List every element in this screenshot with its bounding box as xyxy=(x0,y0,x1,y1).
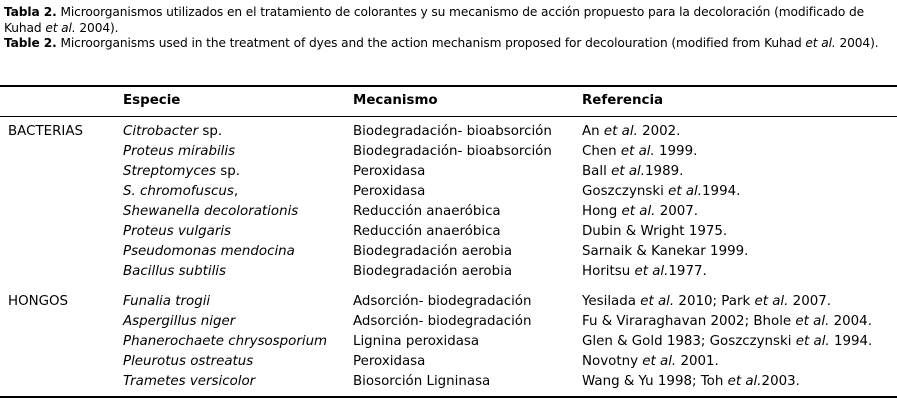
reference-cell xyxy=(582,242,748,262)
caption-spanish xyxy=(4,5,892,36)
mechanism-cell: Biodegradación aerobia xyxy=(353,244,513,259)
reference-etal: et al. xyxy=(795,314,830,329)
species-cell xyxy=(123,202,298,222)
reference-text: 1999. xyxy=(654,144,698,159)
table-row xyxy=(0,372,897,392)
reference-text: An xyxy=(582,124,604,139)
caption-en-text: Microorganisms used in the treatment of dyes and the action mechanism proposed for decolouration (modified from Kuhad xyxy=(60,36,802,50)
mechanism-cell: Reducción anaeróbica xyxy=(353,204,501,219)
reference-text: Glen & Gold 1983; Goszczynski xyxy=(582,334,796,349)
group-label-hongos: HONGOS xyxy=(8,294,69,309)
table-row xyxy=(0,162,897,182)
table-row xyxy=(0,202,897,222)
species-name: Citrobacter xyxy=(123,124,199,139)
table-bottom-rule xyxy=(0,396,897,398)
reference-text: Wang & Yu 1998; Toh xyxy=(582,374,728,389)
table-row xyxy=(0,292,897,312)
reference-cell xyxy=(582,142,697,162)
species-name: Proteus mirabilis xyxy=(123,144,236,159)
group-rows-hongos xyxy=(0,292,897,392)
caption-en-label: Table 2. xyxy=(4,36,57,50)
reference-text: 1994. xyxy=(829,334,873,349)
reference-etal: et al. xyxy=(621,204,656,219)
reference-text: 1977. xyxy=(668,264,707,279)
reference-text: 2003. xyxy=(761,374,800,389)
reference-cell xyxy=(582,162,683,182)
caption-es-end: 2004). xyxy=(79,20,119,35)
mechanism-cell: Biodegradación- bioabsorción xyxy=(353,144,552,159)
reference-etal: et al. xyxy=(640,294,675,309)
mechanism-cell: Reducción anaeróbica xyxy=(353,224,501,239)
mechanism-cell: Biodegradación- bioabsorción xyxy=(353,124,552,139)
table-row xyxy=(0,182,897,202)
table-row xyxy=(0,242,897,262)
reference-etal: et al. xyxy=(727,374,762,389)
table-row xyxy=(0,312,897,332)
species-name: Proteus vulgaris xyxy=(123,224,232,239)
species-cell xyxy=(123,292,210,312)
reference-cell xyxy=(582,262,707,282)
header-mecanismo: Mecanismo xyxy=(353,93,438,108)
reference-text: Dubin & Wright 1975. xyxy=(582,224,728,239)
species-cell xyxy=(123,122,222,142)
reference-etal: et al. xyxy=(603,124,638,139)
table-row xyxy=(0,332,897,352)
caption-es-etal: et al. xyxy=(45,20,76,35)
table-row xyxy=(0,262,897,282)
table-row xyxy=(0,142,897,162)
species-cell xyxy=(123,182,238,202)
reference-text: Yesilada xyxy=(582,294,641,309)
reference-text: 1989. xyxy=(645,164,684,179)
table-top-rule xyxy=(0,85,897,87)
mechanism-cell: Biosorción Ligninasa xyxy=(353,374,491,389)
species-suffix: sp. xyxy=(198,124,223,139)
reference-text: Ball xyxy=(582,164,612,179)
species-name: Streptomyces xyxy=(123,164,216,179)
reference-cell xyxy=(582,202,698,222)
reference-text: 2001. xyxy=(676,354,719,369)
species-name: Phanerochaete chrysosporium xyxy=(123,334,328,349)
reference-etal: et al. xyxy=(620,144,655,159)
species-cell xyxy=(123,262,226,282)
species-name: Trametes versicolor xyxy=(123,374,256,389)
species-cell xyxy=(123,312,235,332)
reference-etal: et al. xyxy=(611,164,646,179)
species-suffix: , xyxy=(233,184,239,199)
reference-etal: et al. xyxy=(642,354,677,369)
caption-english xyxy=(4,36,892,52)
reference-cell xyxy=(582,182,740,202)
species-name: S. chromofuscus xyxy=(123,184,234,199)
reference-cell xyxy=(582,352,719,372)
mechanism-cell: Peroxidasa xyxy=(353,354,426,369)
species-cell xyxy=(123,372,255,392)
species-name: Pleurotus ostreatus xyxy=(123,354,254,369)
reference-text: Fu & Viraraghavan 2002; Bhole xyxy=(582,314,796,329)
reference-text: Goszczynski xyxy=(582,184,669,199)
reference-text: 2010; Park xyxy=(674,294,755,309)
species-cell xyxy=(123,352,253,372)
reference-etal: et al. xyxy=(795,334,830,349)
reference-cell xyxy=(582,372,800,392)
table-header-rule xyxy=(0,116,897,117)
caption-en-etal: et al. xyxy=(805,36,836,50)
species-name: Shewanella decolorationis xyxy=(123,204,299,219)
mechanism-cell: Adsorción- biodegradación xyxy=(353,314,532,329)
reference-text: 2007. xyxy=(788,294,832,309)
group-rows-bacterias xyxy=(0,122,897,282)
reference-cell xyxy=(582,312,872,332)
reference-etal: et al. xyxy=(634,264,669,279)
species-cell xyxy=(123,142,235,162)
reference-text: 2002. xyxy=(637,124,681,139)
table-row xyxy=(0,222,897,242)
header-especie: Especie xyxy=(123,93,181,108)
mechanism-cell: Peroxidasa xyxy=(353,164,426,179)
caption-es-text: Microorganismos utilizados en el tratamiento de colorantes y su mecanismo de acción propuesto para la decoloración (modificado de Kuhad xyxy=(4,5,865,35)
table-caption xyxy=(4,5,892,52)
species-cell xyxy=(123,162,240,182)
table-row xyxy=(0,122,897,142)
species-cell xyxy=(123,222,231,242)
mechanism-cell: Biodegradación aerobia xyxy=(353,264,513,279)
mechanism-cell: Lignina peroxidasa xyxy=(353,334,480,349)
reference-cell xyxy=(582,292,831,312)
caption-en-end: 2004). xyxy=(839,36,879,50)
reference-text: 2007. xyxy=(655,204,699,219)
reference-text: Horitsu xyxy=(582,264,635,279)
species-suffix: sp. xyxy=(215,164,240,179)
reference-text: Hong xyxy=(582,204,622,219)
header-referencia: Referencia xyxy=(582,93,664,108)
reference-cell xyxy=(582,222,727,242)
mechanism-cell: Peroxidasa xyxy=(353,184,426,199)
group-label-bacterias: BACTERIAS xyxy=(8,124,84,139)
mechanism-cell: Adsorción- biodegradación xyxy=(353,294,532,309)
reference-text: Novotny xyxy=(582,354,643,369)
species-cell xyxy=(123,242,295,262)
reference-cell xyxy=(582,122,680,142)
reference-etal: et al. xyxy=(754,294,789,309)
species-name: Aspergillus niger xyxy=(123,314,236,329)
caption-es-label: Tabla 2. xyxy=(4,5,57,19)
species-name: Bacillus subtilis xyxy=(123,264,226,279)
reference-etal: et al. xyxy=(668,184,703,199)
reference-cell xyxy=(582,332,872,352)
reference-text: Chen xyxy=(582,144,621,159)
reference-text: 1994. xyxy=(702,184,741,199)
reference-text: 2004. xyxy=(829,314,872,329)
species-cell xyxy=(123,332,327,352)
reference-text: Sarnaik & Kanekar 1999. xyxy=(582,244,749,259)
species-name: Pseudomonas mendocina xyxy=(123,244,295,259)
species-name: Funalia trogii xyxy=(123,294,211,309)
table-row xyxy=(0,352,897,372)
